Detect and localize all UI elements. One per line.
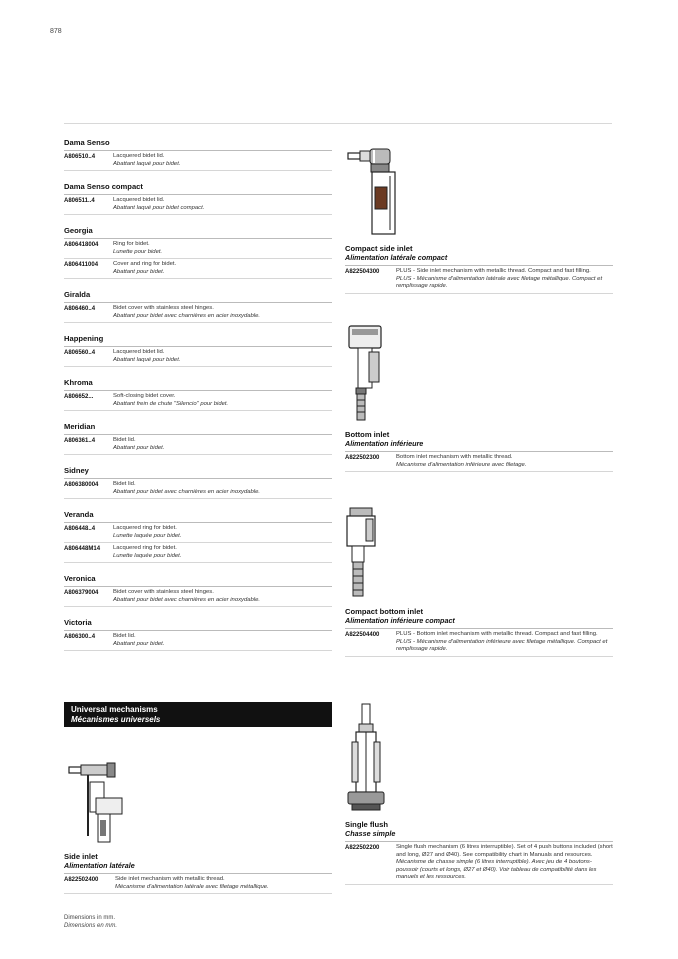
description-en: Side inlet mechanism with metallic thread.: [115, 876, 225, 882]
description-en: PLUS - Side inlet mechanism with metallic thread. Compact and fast filling.: [396, 268, 591, 274]
product-title: Compact bottom inlet: [345, 607, 424, 616]
product-code: A822504300: [345, 269, 380, 275]
description-fr: Abattant pour bidet.: [113, 640, 165, 647]
product-group: [64, 574, 332, 607]
table-row: [64, 523, 332, 543]
table-row: [64, 587, 332, 607]
table-row: [64, 631, 332, 651]
product-code: A806380004: [64, 482, 99, 488]
table-row: [345, 629, 613, 657]
description-fr: PLUS - Mécanisme d'alimentation inférieure avec filetage métallique. Compact et remplissage rapide.: [396, 638, 608, 652]
product-code: A822502400: [64, 877, 99, 883]
product-group: [64, 466, 332, 499]
description-fr: Lunette laquée pour bidet.: [113, 552, 182, 559]
product-single-flush: [345, 820, 613, 885]
product-description: [113, 545, 181, 560]
table-row: [64, 259, 332, 279]
product-group: [64, 334, 332, 367]
top-divider: [64, 123, 612, 124]
product-description: [396, 631, 613, 654]
product-description: [396, 844, 613, 882]
product-group: [64, 182, 332, 215]
footer-fr: Dimensions en mm.: [64, 923, 118, 929]
description-fr: Abattant pour bidet avec charnières en acier inoxydable.: [113, 596, 261, 603]
product-group: [64, 290, 332, 323]
group-title: Dama Senso: [64, 138, 332, 151]
product-group: [64, 618, 332, 651]
product-description: [396, 268, 613, 291]
description-fr: Abattant laqué pour bidet.: [113, 160, 181, 167]
compact-side-inlet-image: [345, 142, 405, 237]
table-row: [64, 151, 332, 171]
description-en: Bidet lid.: [113, 633, 136, 639]
group-title: Victoria: [64, 618, 332, 631]
table-row: [64, 347, 332, 367]
description-fr: Abattant laqué pour bidet compact.: [113, 204, 205, 211]
product-description: [113, 305, 260, 320]
description-en: Lacquered bidet lid.: [113, 153, 165, 159]
description-en: Lacquered ring for bidet.: [113, 525, 177, 531]
product-description: [113, 197, 204, 212]
description-fr: Lunette pour bidet.: [113, 248, 163, 255]
table-row: [64, 479, 332, 499]
description-fr: Abattant pour bidet.: [113, 444, 165, 451]
product-description: [113, 437, 164, 452]
product-code: A806418004: [64, 242, 99, 248]
description-fr: Abattant laqué pour bidet.: [113, 356, 181, 363]
page-number: 878: [50, 28, 62, 35]
product-compact-bottom-inlet: [345, 607, 613, 657]
table-row: [64, 303, 332, 323]
group-title: Georgia: [64, 226, 332, 239]
banner-title: Universal mechanisms: [71, 705, 158, 714]
table-row: [64, 543, 332, 563]
group-title: Meridian: [64, 422, 332, 435]
description-en: Bidet lid.: [113, 437, 136, 443]
product-group: [64, 510, 332, 563]
product-description: [113, 481, 260, 496]
table-row: [345, 842, 613, 885]
group-title: Giralda: [64, 290, 332, 303]
group-title: Happening: [64, 334, 332, 347]
description-en: Lacquered bidet lid.: [113, 349, 165, 355]
product-code: A822502200: [345, 845, 380, 851]
table-row: [64, 874, 332, 894]
description-en: Bidet cover with stainless steel hinges.: [113, 589, 214, 595]
table-row: [345, 266, 613, 294]
product-description: [113, 525, 181, 540]
single-flush-image: [342, 702, 392, 814]
description-en: Bidet cover with stainless steel hinges.: [113, 305, 214, 311]
product-code: A806379004: [64, 590, 99, 596]
group-title: Veranda: [64, 510, 332, 523]
description-fr: Mécanisme de chasse simple (6 litres interruptible). Avec jeu de 4 boutons-poussoir (courts et longs, Ø27 et Ø40). Voir tableau de compatibilité dans les manuels et les ressources.: [396, 859, 597, 880]
description-en: Bidet lid.: [113, 481, 136, 487]
product-code: A806560..4: [64, 350, 96, 356]
side-inlet-image: [66, 758, 126, 848]
table-row: [64, 239, 332, 259]
description-en: Bottom inlet mechanism with metallic thread.: [396, 454, 513, 460]
description-en: PLUS - Bottom inlet mechanism with metallic thread. Compact and fast filling.: [396, 631, 598, 637]
product-subtitle: Alimentation inférieure: [345, 439, 613, 452]
product-subtitle: Alimentation latérale: [64, 861, 332, 874]
product-code: A822504400: [345, 632, 380, 638]
product-code: A806448M14: [64, 546, 101, 552]
group-title: Veronica: [64, 574, 332, 587]
product-subtitle: Alimentation latérale compact: [345, 253, 613, 266]
table-row: [64, 435, 332, 455]
product-description: [113, 633, 164, 648]
product-subtitle: Chasse simple: [345, 829, 613, 842]
description-fr: Mécanisme d'alimentation latérale avec filetage métallique.: [115, 883, 269, 890]
compact-bottom-inlet-image: [343, 505, 383, 600]
product-title: Side inlet: [64, 852, 98, 861]
product-title: Bottom inlet: [345, 430, 390, 439]
product-code: A806460..4: [64, 306, 96, 312]
footer-note: [64, 914, 117, 930]
product-group: [64, 422, 332, 455]
product-side-inlet: [64, 852, 332, 894]
product-code: A822502300: [345, 455, 380, 461]
description-en: Lacquered ring for bidet.: [113, 545, 177, 551]
product-group: [64, 226, 332, 279]
product-description: [113, 153, 180, 168]
bottom-inlet-image: [346, 322, 386, 424]
description-fr: PLUS - Mécanisme d'alimentation latérale avec filetage métallique. Compact et remplissage rapide.: [396, 275, 603, 289]
description-fr: Abattant pour bidet avec charnières en acier inoxydable.: [113, 488, 261, 495]
product-description: [113, 349, 180, 364]
product-group: [64, 378, 332, 411]
footer-en: Dimensions in mm.: [64, 915, 116, 921]
product-description: [113, 589, 260, 604]
product-description: [396, 454, 526, 469]
group-title: Dama Senso compact: [64, 182, 332, 195]
product-subtitle: Alimentation inférieure compact: [345, 616, 613, 629]
description-fr: Lunette laquée pour bidet.: [113, 532, 182, 539]
product-description: [113, 241, 162, 256]
description-en: Ring for bidet.: [113, 241, 150, 247]
product-description: [113, 393, 228, 408]
description-en: Cover and ring for bidet.: [113, 261, 177, 267]
product-bottom-inlet: [345, 430, 613, 472]
description-en: Single flush mechanism (6 litres interruptible). Set of 4 push buttons included (short and long, Ø27 and Ø40). See compatibility chart in Manuals and resources.: [396, 844, 613, 858]
section-banner: [64, 702, 332, 727]
bidet-lid-list: [64, 138, 332, 662]
description-en: Soft-closing bidet cover.: [113, 393, 176, 399]
product-code: A806448..4: [64, 526, 96, 532]
product-title: Compact side inlet: [345, 244, 413, 253]
group-title: Khroma: [64, 378, 332, 391]
description-fr: Abattant pour bidet avec charnières en acier inoxydable.: [113, 312, 261, 319]
product-code: A806510..4: [64, 154, 96, 160]
table-row: [64, 391, 332, 411]
product-compact-side-inlet: [345, 244, 613, 294]
product-code: A806511..4: [64, 198, 95, 204]
product-code: A806300..4: [64, 634, 96, 640]
description-fr: Abattant pour bidet.: [113, 268, 165, 275]
table-row: [345, 452, 613, 472]
product-description: [115, 876, 269, 891]
banner-subtitle: Mécanismes universels: [71, 715, 161, 724]
description-fr: Mécanisme d'alimentation inférieure avec filetage.: [396, 461, 527, 468]
product-group: [64, 138, 332, 171]
description-fr: Abattant frein de chute "Silencio" pour bidet.: [113, 400, 229, 407]
product-code: A806361..4: [64, 438, 96, 444]
product-description: [113, 261, 176, 276]
product-title: Single flush: [345, 820, 389, 829]
description-en: Lacquered bidet lid.: [113, 197, 165, 203]
product-code: A806652...: [64, 394, 94, 400]
table-row: [64, 195, 332, 215]
product-code: A806411004: [64, 262, 99, 268]
group-title: Sidney: [64, 466, 332, 479]
